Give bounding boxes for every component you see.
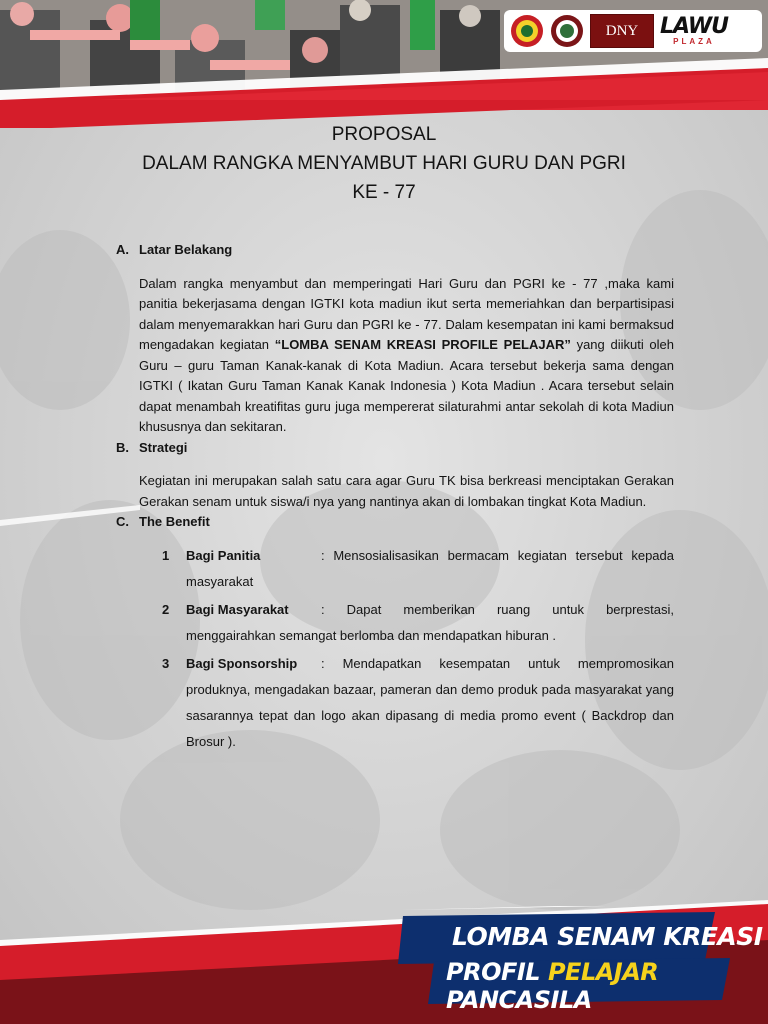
title-line-proposal: PROPOSAL	[331, 124, 437, 145]
benefit-item: 2 Bagi Masyarakat : Dapat memberikan ruang untuk berprestasi, menggairahkan semangat berlomba dan mendapatkan hiburan .	[162, 601, 674, 643]
dny-logo: DNY	[590, 14, 654, 48]
benefit-list	[116, 543, 674, 755]
title-line-event: DALAM RANGKA MENYAMBUT HARI GURU DAN PGRI	[142, 153, 626, 174]
section-a-paragraph: Dalam rangka menyambut dan memperingati Hari Guru dan PGRI ke - 77 ,maka kami panitia bekerjasama dengan IGTKI kota madiun ikut serta memeriahkan dan berpartisipasi dalam menyemarakkan hari Guru dan PGRI ke - 77. Dalam kesempatan ini kami bermaksud mengadakan kegiatan “LOMBA SENAM KREASI PROFILE PELAJAR” yang diikuti oleh Guru – guru Taman Kanak-kanak di Kota Madiun. Acara tersebut bekerja sama dengan IGTKI ( Ikatan Guru Taman Kanak Kanak Indonesia ) Kota Madiun . Acara tersebut selain dapat menambah kreatifitas guru juga mempererat silaturahmi antar sekolah di kota Madiun khususnya dan sekitaran.	[139, 275, 675, 434]
banner-title-line2: PROFIL PELAJAR PANCASILA	[446, 958, 659, 1014]
sponsor-logos	[504, 10, 762, 52]
benefit-item: 1 Bagi Panitia : Mensosialisasikan bermacam kegiatan tersebut kepada masyarakat	[162, 547, 674, 589]
document-title	[0, 120, 768, 207]
banner-title-line1: LOMBA SENAM KREASI	[452, 922, 763, 951]
section-b-heading: B. Strategi	[116, 439, 188, 455]
benefit-item: 3 Bagi Sponsorship : Mendapatkan kesempatan untuk mempromosikan produknya, mengadakan bazaar, pameran dan demo produk pada masyarakat yang sasarannya tepat dan logo akan dipasang di media promo event ( Backdrop dan Brosur ).	[162, 655, 674, 749]
section-a-heading: A. Latar Belakang	[116, 242, 233, 257]
section-b-paragraph: Kegiatan ini merupakan salah satu cara agar Guru TK bisa berkreasi menciptakan Gerakan Gerakan senam untuk siswa/i nya yang nantinya akan di lombakan tingkat Kota Madiun.	[139, 473, 674, 509]
pgri-logo-icon	[510, 14, 544, 48]
document-body	[116, 240, 674, 755]
section-c-heading: C. The Benefit	[116, 514, 210, 529]
lawu-plaza-logo: LAWU PLAZA	[660, 14, 728, 46]
igtki-logo-icon	[550, 14, 584, 48]
title-line-number: KE - 77	[352, 182, 416, 203]
